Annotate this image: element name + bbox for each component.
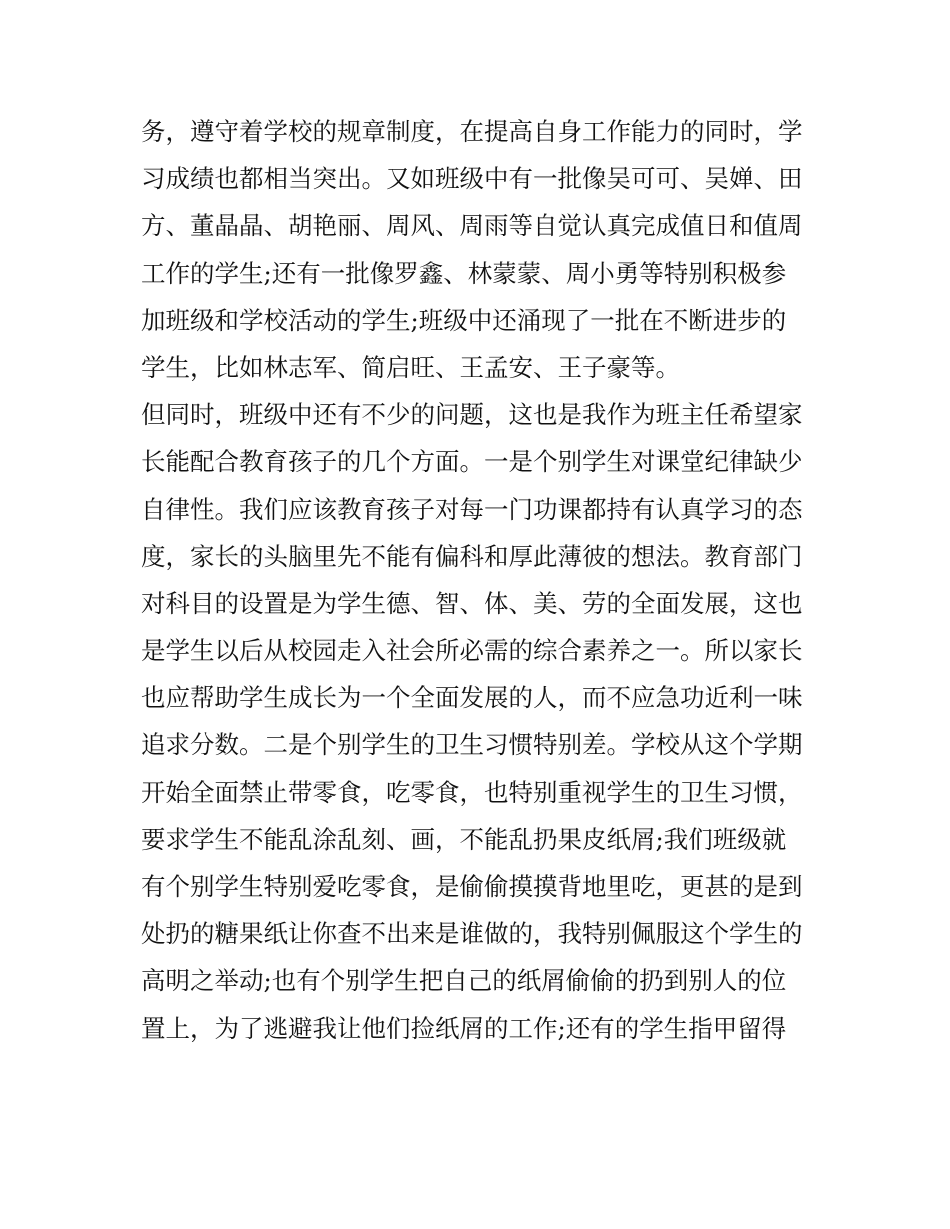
text-line: 方、董晶晶、胡艳丽、周风、周雨等自觉认真完成值日和值周 — [141, 211, 803, 241]
text-line: 高明之举动;也有个别学生把自己的纸屑偷偷的扔到别人的位 — [141, 966, 787, 996]
text-line: 追求分数。二是个别学生的卫生习惯特别差。学校从这个学期 — [141, 730, 803, 760]
text-line: 但同时，班级中还有不少的问题，这也是我作为班主任希望家 — [141, 400, 803, 430]
text-line: 加班级和学校活动的学生;班级中还涌现了一批在不断进步的 — [141, 305, 787, 335]
text-line: 学生，比如林志军、简启旺、王孟安、王子豪等。 — [141, 352, 680, 382]
body-text — [141, 108, 821, 1052]
text-line: 也应帮助学生成长为一个全面发展的人，而不应急功近利一味 — [141, 683, 803, 713]
text-line: 开始全面禁止带零食，吃零食，也特别重视学生的卫生习惯， — [141, 777, 803, 807]
text-line: 务，遵守着学校的规章制度，在提高自身工作能力的同时，学 — [141, 117, 803, 146]
text-line: 是学生以后从校园走入社会所必需的综合素养之一。所以家长 — [141, 636, 803, 666]
text-line: 习成绩也都相当突出。又如班级中有一批像吴可可、吴婵、田 — [141, 164, 803, 194]
text-line: 长能配合教育孩子的几个方面。一是个别学生对课堂纪律缺少 — [141, 447, 803, 477]
text-line: 置上，为了逃避我让他们捡纸屑的工作;还有的学生指甲留得 — [141, 1013, 787, 1043]
text-line: 对科目的设置是为学生德、智、体、美、劳的全面发展，这也 — [141, 588, 803, 618]
text-line: 自律性。我们应该教育孩子对每一门功课都持有认真学习的态 — [141, 494, 803, 524]
text-line: 处扔的糖果纸让你查不出来是谁做的，我特别佩服这个学生的 — [141, 919, 803, 949]
text-line: 工作的学生;还有一批像罗鑫、林蒙蒙、周小勇等特别积极参 — [141, 258, 787, 288]
text-line: 度，家长的头脑里先不能有偏科和厚此薄彼的想法。教育部门 — [141, 541, 803, 571]
text-line: 要求学生不能乱涂乱刻、画，不能乱扔果皮纸屑;我们班级就 — [141, 824, 787, 854]
text-line: 有个别学生特别爱吃零食，是偷偷摸摸背地里吃，更甚的是到 — [141, 872, 803, 901]
